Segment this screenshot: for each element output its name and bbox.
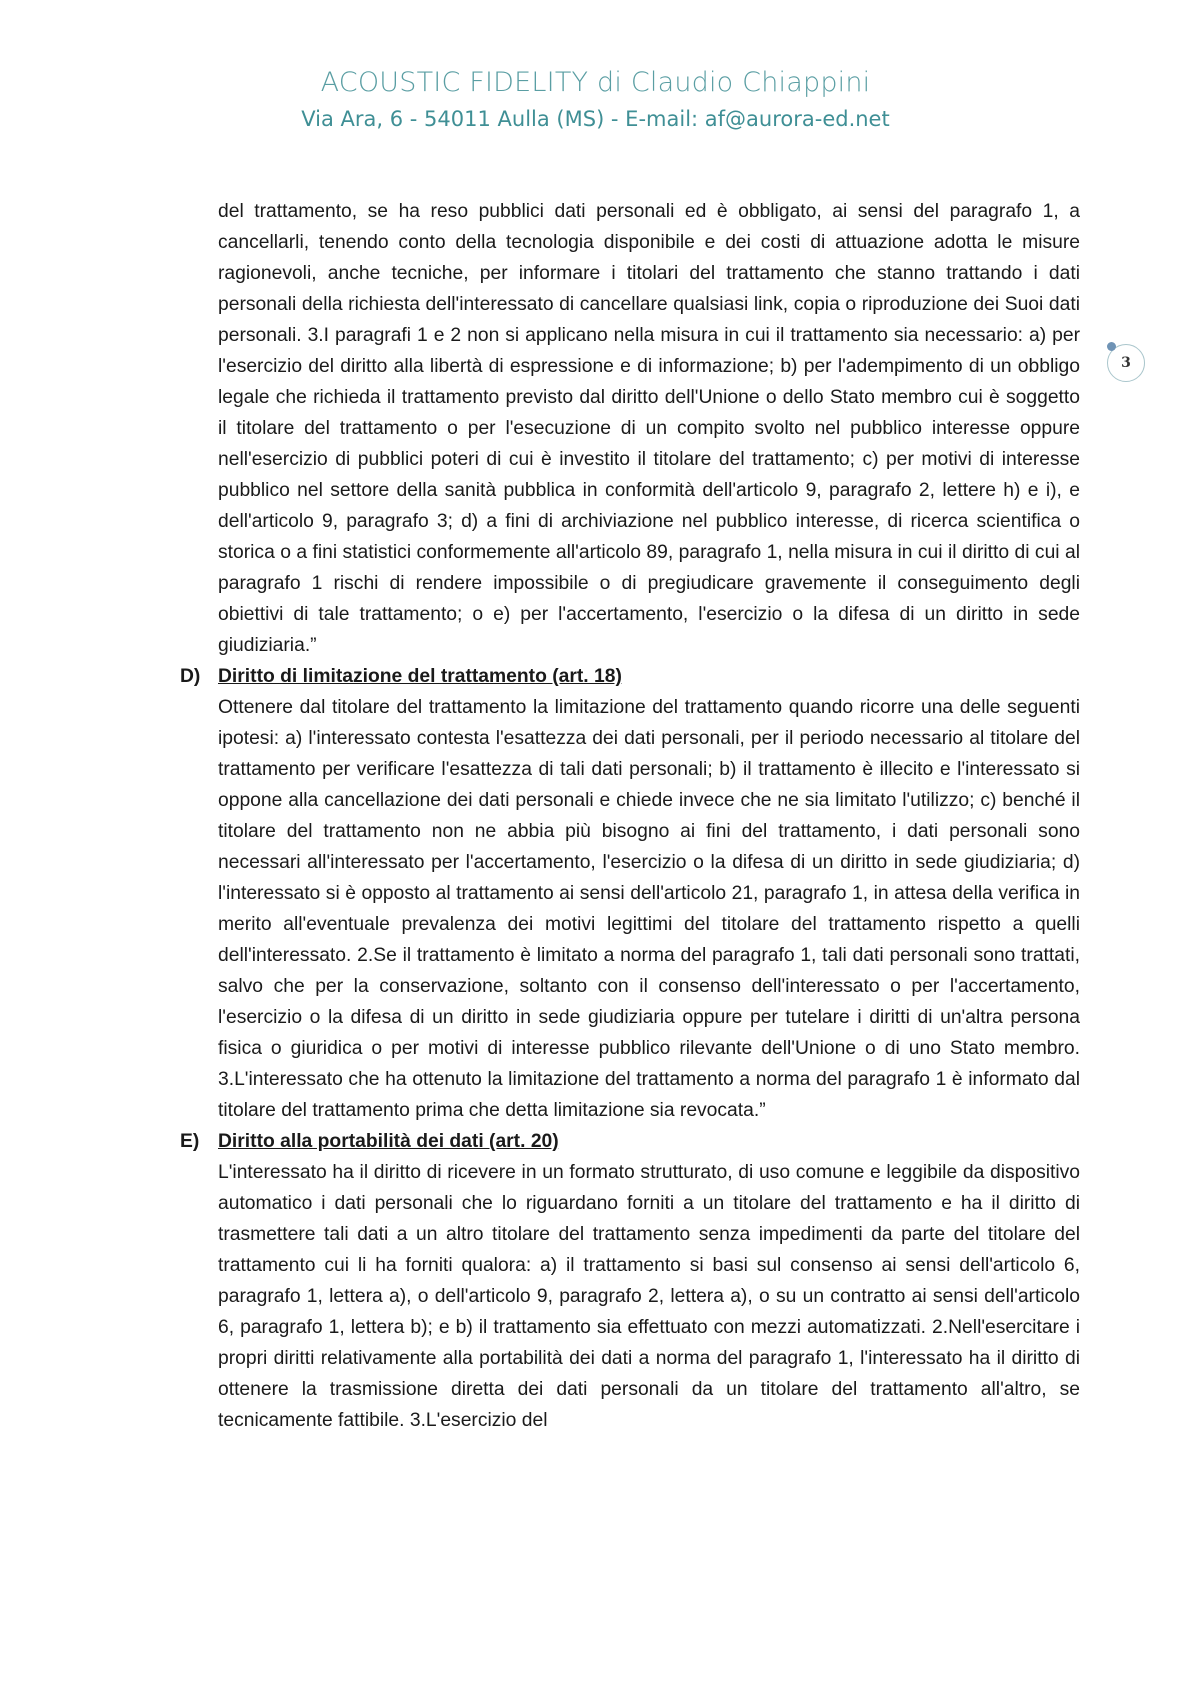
page-number: 3 xyxy=(1121,355,1131,371)
section-d-heading xyxy=(180,661,1080,692)
company-address: Via Ara, 6 - 54011 Aulla (MS) - E-mail: af@aurora-ed.net xyxy=(301,107,890,131)
intro-paragraph: del trattamento, se ha reso pubblici dati personali ed è obbligato, ai sensi del paragrafo 1, a cancellarli, tenendo conto della tecnologia disponibile e dei costi di attuazione adotta le misure ragionevoli, anche tecniche, per informare i titolari del trattamento che stanno trattando i dati personali della richiesta dell'interessato di cancellare qualsiasi link, copia o riproduzione dei Suoi dati personali. 3.I paragrafi 1 e 2 non si applicano nella misura in cui il trattamento sia necessario: a) per l'esercizio del diritto alla libertà di espressione e di informazione; b) per l'adempimento di un obbligo legale che richieda il trattamento previsto dal diritto dell'Unione o dello Stato membro cui è soggetto il titolare del trattamento o per l'esecuzione di un compito svolto nel pubblico interesse oppure nell'esercizio di pubblici poteri di cui è investito il titolare del trattamento; c) per motivi di interesse pubblico nel settore della sanità pubblica in conformità dell'articolo 9, paragrafo 2, lettere h) e i), e dell'articolo 9, paragrafo 3; d) a fini di archiviazione nel pubblico interesse, di ricerca scientifica o storica o a fini statistici conformemente all'articolo 89, paragrafo 1, nella misura in cui il diritto di cui al paragrafo 1 rischi di rendere impossibile o di pregiudicare gravemente il conseguimento degli obiettivi di tale trattamento; o e) per l'accertamento, l'esercizio o la difesa di un diritto in sede giudiziaria.” xyxy=(218,201,1080,656)
section-d-body: Ottenere dal titolare del trattamento la limitazione del trattamento quando ricorre una delle seguenti ipotesi: a) l'interessato contesta l'esattezza dei dati personali, per il periodo necessario al titolare del trattamento per verificare l'esattezza di tali dati personali; b) il trattamento è illecito e l'interessato si oppone alla cancellazione dei dati personali e chiede invece che ne sia limitato l'utilizzo; c) benché il titolare del trattamento non ne abbia più bisogno ai fini del trattamento, i dati personali sono necessari all'interessato per l'accertamento, l'esercizio o la difesa di un diritto in sede giudiziaria; d) l'interessato si è opposto al trattamento ai sensi dell'articolo 21, paragrafo 1, in attesa della verifica in merito all'eventuale prevalenza dei motivi legittimi del titolare del trattamento rispetto a quelli dell'interessato. 2.Se il trattamento è limitato a norma del paragrafo 1, tali dati personali sono trattati, salvo che per la conservazione, soltanto con il consenso dell'interessato o per l'accertamento, l'esercizio o la difesa di un diritto in sede giudiziaria oppure per tutelare i diritti di un'altra persona fisica o giuridica o per motivi di interesse pubblico rilevante dell'Unione o di uno Stato membro. 3.L'interessato che ha ottenuto la limitazione del trattamento a norma del paragrafo 1 è informato dal titolare del trattamento prima che detta limitazione sia revocata.” xyxy=(218,697,1080,1121)
document-body xyxy=(180,196,1080,1436)
section-e-letter: E) xyxy=(180,1131,200,1152)
badge-dot-icon xyxy=(1107,342,1116,351)
section-d-letter: D) xyxy=(180,666,201,687)
section-d-title: Diritto di limitazione del trattamento (art. 18) xyxy=(218,666,622,687)
section-e-heading xyxy=(180,1126,1080,1157)
company-name: ACOUSTIC FIDELITY di Claudio Chiappini xyxy=(320,67,871,98)
section-e-title: Diritto alla portabilità dei dati (art. 20) xyxy=(218,1131,559,1152)
section-e-body: L'interessato ha il diritto di ricevere in un formato strutturato, di uso comune e leggibile da dispositivo automatico i dati personali che lo riguardano forniti a un titolare del trattamento e ha il diritto di trasmettere tali dati a un altro titolare del trattamento senza impedimenti da parte del titolare del trattamento cui li ha forniti qualora: a) il trattamento si basi sul consenso ai sensi dell'articolo 6, paragrafo 1, lettera a), o dell'articolo 9, paragrafo 2, lettera a), o su un contratto ai sensi dell'articolo 6, paragrafo 1, lettera b); e b) il trattamento sia effettuato con mezzi automatizzati. 2.Nell'esercitare i propri diritti relativamente alla portabilità dei dati a norma del paragrafo 1, l'interessato ha il diritto di ottenere la trasmissione diretta dei dati personali da un titolare del trattamento all'altro, se tecnicamente fattibile. 3.L'esercizio del xyxy=(218,1162,1080,1431)
letterhead xyxy=(0,66,1191,134)
